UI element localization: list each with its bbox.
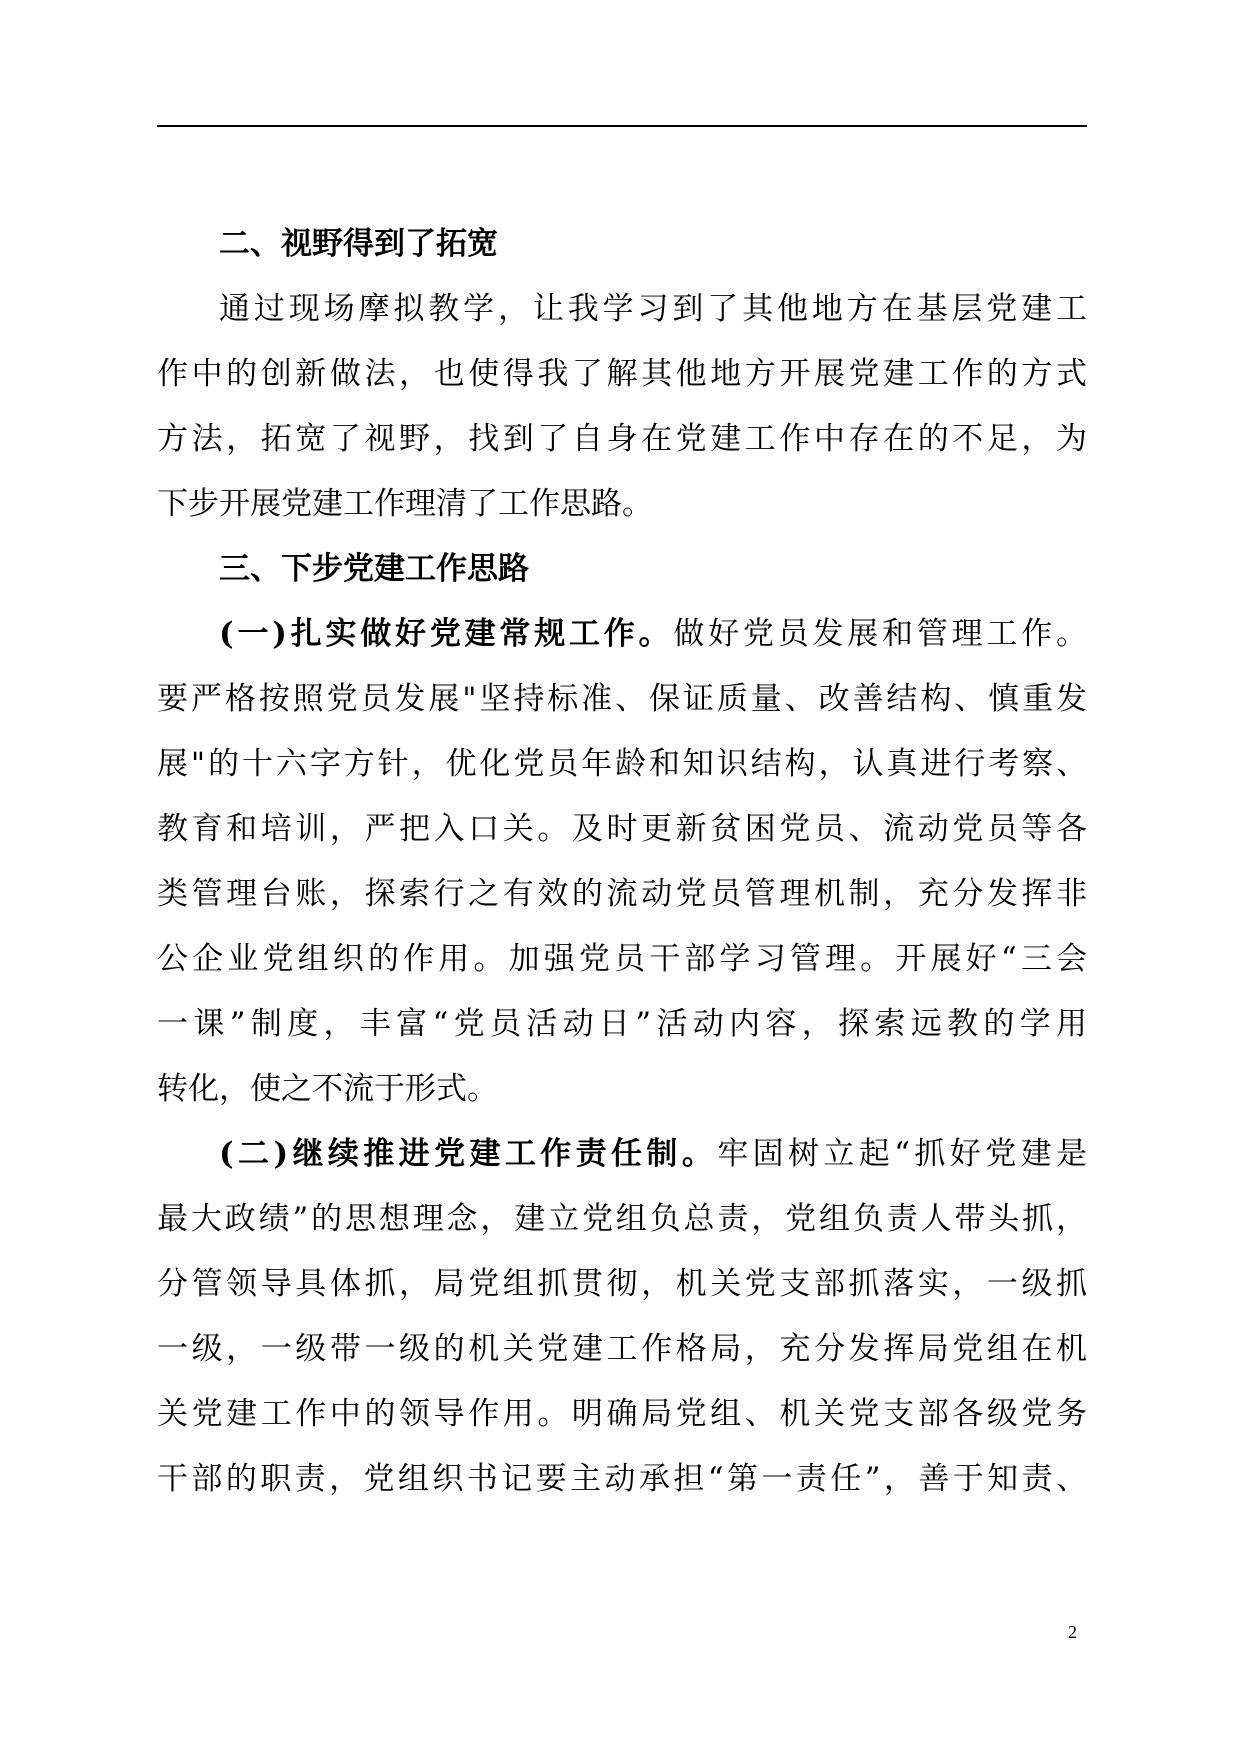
- paragraph-line: 公企业党组织的作用。加强党员干部学习管理。开展好“三会: [157, 941, 1087, 977]
- paragraph-line: 最大政绩”的思想理念，建立党组负总责，党组负责人带头抓，: [157, 1201, 1087, 1237]
- paragraph-line: 分管领导具体抓，局党组抓贯彻，机关党支部抓落实，一级抓: [157, 1266, 1087, 1302]
- paragraph-line: [157, 1122, 1087, 1187]
- document-body: [157, 212, 1087, 1512]
- paragraph-line: 干部的职责，党组织书记要主动承担“第一责任”，善于知责、: [157, 1461, 1087, 1497]
- item-text: 做好党员发展和管理工作。: [673, 616, 1087, 652]
- paragraph-line: [157, 602, 1087, 667]
- paragraph-line: 类管理台账，探索行之有效的流动党员管理机制，充分发挥非: [157, 876, 1087, 912]
- page-number: 2: [1068, 1622, 1077, 1642]
- paragraph-line: 转化，使之不流于形式。: [157, 1071, 498, 1107]
- paragraph-line: 展"的十六字方针，优化党员年龄和知识结构，认真进行考察、: [157, 746, 1087, 782]
- item-text: 牢固树立起“抓好党建是: [717, 1136, 1087, 1172]
- paragraph-line: 下步开展党建工作理清了工作思路。: [157, 486, 653, 522]
- paragraph-line: 一课”制度，丰富“党员活动日”活动内容，探索远教的学用: [157, 1006, 1087, 1042]
- section-heading: 三、下步党建工作思路: [219, 551, 529, 587]
- header-rule: [157, 125, 1087, 127]
- item-lead: (一)扎实做好党建常规工作。: [219, 616, 674, 652]
- paragraph-line: 方法，拓宽了视野，找到了自身在党建工作中存在的不足，为: [157, 421, 1087, 457]
- paragraph-line: 教育和培训，严把入口关。及时更新贫困党员、流动党员等各: [157, 811, 1087, 847]
- paragraph-line: 作中的创新做法，也使得我了解其他地方开展党建工作的方式: [157, 356, 1087, 392]
- section-heading: 二、视野得到了拓宽: [219, 226, 498, 262]
- item-lead: (二)继续推进党建工作责任制。: [219, 1136, 718, 1172]
- paragraph-line: 要严格按照党员发展"坚持标准、保证质量、改善结构、慎重发: [157, 681, 1087, 717]
- paragraph-line: 一级，一级带一级的机关党建工作格局，充分发挥局党组在机: [157, 1331, 1087, 1367]
- paragraph-line: 关党建工作中的领导作用。明确局党组、机关党支部各级党务: [157, 1396, 1087, 1432]
- paragraph-line: 通过现场摩拟教学，让我学习到了其他地方在基层党建工: [219, 291, 1087, 327]
